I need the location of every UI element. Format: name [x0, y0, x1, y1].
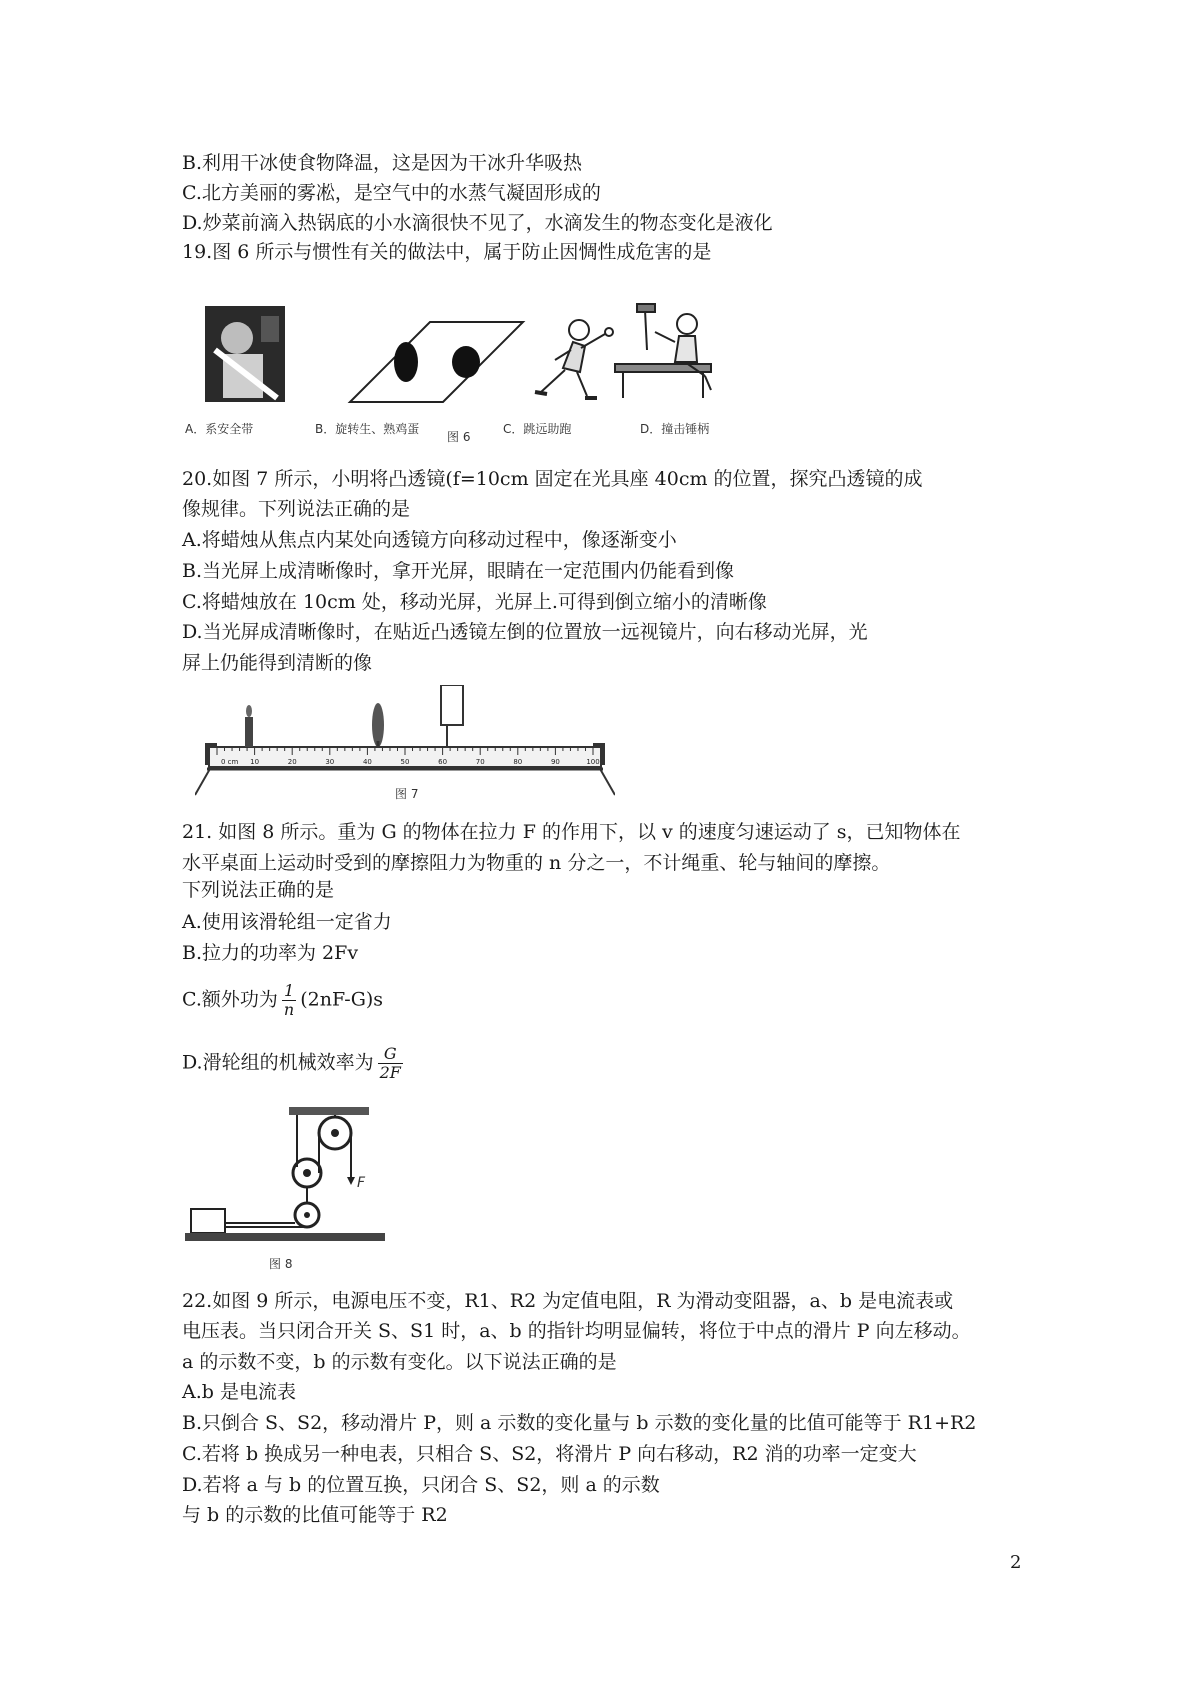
ruler-tick-label: 0 cm	[221, 758, 239, 766]
ruler-tick-label: 50	[400, 758, 410, 766]
seatbelt-photo	[205, 306, 285, 402]
ruler-tick-label: 80	[513, 758, 523, 766]
figure-6-caption-d: D．撞击锤柄	[640, 422, 710, 436]
page-number: 2	[1010, 1552, 1022, 1573]
figure-8	[185, 1105, 385, 1275]
q22-stem-line-2: 电压表。当只闭合开关 S、S1 时，a、b 的指针均明显偏转，将位于中点的滑片 P 向左移动。	[182, 1320, 971, 1342]
ruler-tick-label: 90	[550, 758, 560, 766]
q20-stem-line-2: 像规律。下列说法正确的是	[182, 498, 411, 520]
table-surface	[185, 1233, 385, 1241]
ceiling	[289, 1107, 369, 1115]
figure-7-label: 图 7	[395, 787, 419, 801]
q20-option-d-line-2: 屏上仍能得到清断的像	[182, 652, 373, 674]
ruler-tick-label: 70	[475, 758, 485, 766]
q22-stem-line-1: 22.如图 9 所示，电源电压不变，R1、R2 为定值电阻，R 为滑动变阻器，a、b 是电流表或	[182, 1290, 954, 1312]
q21-option-c-suffix: (2nF-G)s	[300, 988, 384, 1011]
q21-stem-line-3: 下列说法正确的是	[182, 879, 335, 901]
light-screen	[441, 685, 463, 747]
fraction-numerator: G	[378, 1045, 403, 1064]
fraction-denominator: n	[283, 1000, 295, 1019]
q22-option-b: B.只倒合 S、S2，移动滑片 P，则 a 示数的变化量与 b 示数的变化量的比值可能等于 R1+R2	[182, 1412, 977, 1434]
q21-option-c-prefix: C.额外功为	[182, 988, 278, 1011]
figure-8-label: 图 8	[269, 1257, 293, 1271]
figure-6-drawing	[185, 290, 745, 440]
hammer-illustration	[615, 304, 711, 398]
q22-stem-line-3: a 的示数不变，b 的示数有变化。以下说法正确的是	[182, 1351, 617, 1373]
force-label: F	[357, 1175, 366, 1191]
convex-lens	[372, 703, 384, 747]
q22-option-d-line-1: D.若将 a 与 b 的位置互换，只闭合 S、S2，则 a 的示数	[182, 1474, 660, 1496]
q18-option-d: D.炒菜前滴入热锅底的小水滴很快不见了，水滴发生的物态变化是液化	[182, 212, 773, 234]
q21-option-d-prefix: D.滑轮组的机械效率为	[182, 1051, 374, 1074]
ruler-tick-label: 100	[586, 758, 600, 766]
ruler-tick-label: 30	[325, 758, 335, 766]
figure-6-caption-b: B．旋转生、熟鸡蛋	[315, 422, 420, 436]
ruler-tick-label: 10	[250, 758, 260, 766]
q18-option-c: C.北方美丽的雾凇，是空气中的水蒸气凝固形成的	[182, 182, 601, 204]
q22-option-d-line-2: 与 b 的示数的比值可能等于 R2	[182, 1504, 448, 1526]
q21-option-c-fraction	[282, 982, 296, 1019]
q18-option-b: B.利用干冰使食物降温，这是因为干冰升华吸热	[182, 152, 583, 174]
q20-option-b: B.当光屏上成清晰像时，拿开光屏，眼睛在一定范围内仍能看到像	[182, 560, 735, 582]
pulley-system-drawing	[185, 1105, 385, 1275]
figure-6-label: 图 6	[447, 430, 471, 444]
q21-option-c	[182, 982, 383, 1019]
block	[191, 1209, 225, 1233]
figure-6	[185, 290, 745, 444]
q21-stem-line-1: 21. 如图 8 所示。重为 G 的物体在拉力 F 的作用下，以 v 的速度匀速运动了 s，已知物体在	[182, 821, 961, 843]
q22-option-c: C.若将 b 换成另一种电表，只相合 S、S2，将滑片 P 向右移动，R2 消的功率一定变大	[182, 1443, 917, 1465]
q20-option-a: A.将蜡烛从焦点内某处向透镜方向移动过程中，像逐渐变小	[182, 529, 677, 551]
q19-stem: 19.图 6 所示与惯性有关的做法中，属于防止因惆性成危害的是	[182, 241, 712, 263]
ruler-tick-label: 20	[287, 758, 297, 766]
q21-stem-line-2: 水平桌面上运动时受到的摩擦阻力为物重的 n 分之一，不计绳重、轮与轴间的摩擦。	[182, 852, 891, 874]
figure-6-caption-a: A．系安全带	[185, 422, 254, 436]
ruler-tick-label: 40	[362, 758, 372, 766]
candle	[245, 705, 253, 747]
runner-illustration	[535, 320, 613, 398]
figure-6-caption-c: C．跳远助跑	[503, 422, 572, 436]
fraction-numerator: 1	[282, 982, 296, 1001]
q20-option-d-line-1: D.当光屏成清晰像时，在贴近凸透镜左倒的位置放一远视镜片，向右移动光屏，光	[182, 621, 868, 643]
force-arrow	[347, 1177, 355, 1185]
q21-option-d	[182, 1045, 407, 1082]
figure-7	[195, 685, 615, 805]
q20-stem-line-1: 20.如图 7 所示，小明将凸透镜(f=10cm 固定在光具座 40cm 的位置，探究凸透镜的成	[182, 468, 923, 490]
q21-option-b: B.拉力的功率为 2Fv	[182, 942, 359, 964]
ruler-tick-label: 60	[438, 758, 448, 766]
q21-option-a: A.使用该滑轮组一定省力	[182, 911, 392, 933]
fraction-denominator: 2F	[379, 1063, 401, 1082]
q22-option-a: A.b 是电流表	[182, 1381, 296, 1403]
q21-option-d-fraction	[378, 1045, 403, 1082]
eggs-illustration	[350, 322, 523, 402]
q20-option-c: C.将蜡烛放在 10cm 处，移动光屏，光屏上.可得到倒立缩小的清晰像	[182, 591, 767, 613]
